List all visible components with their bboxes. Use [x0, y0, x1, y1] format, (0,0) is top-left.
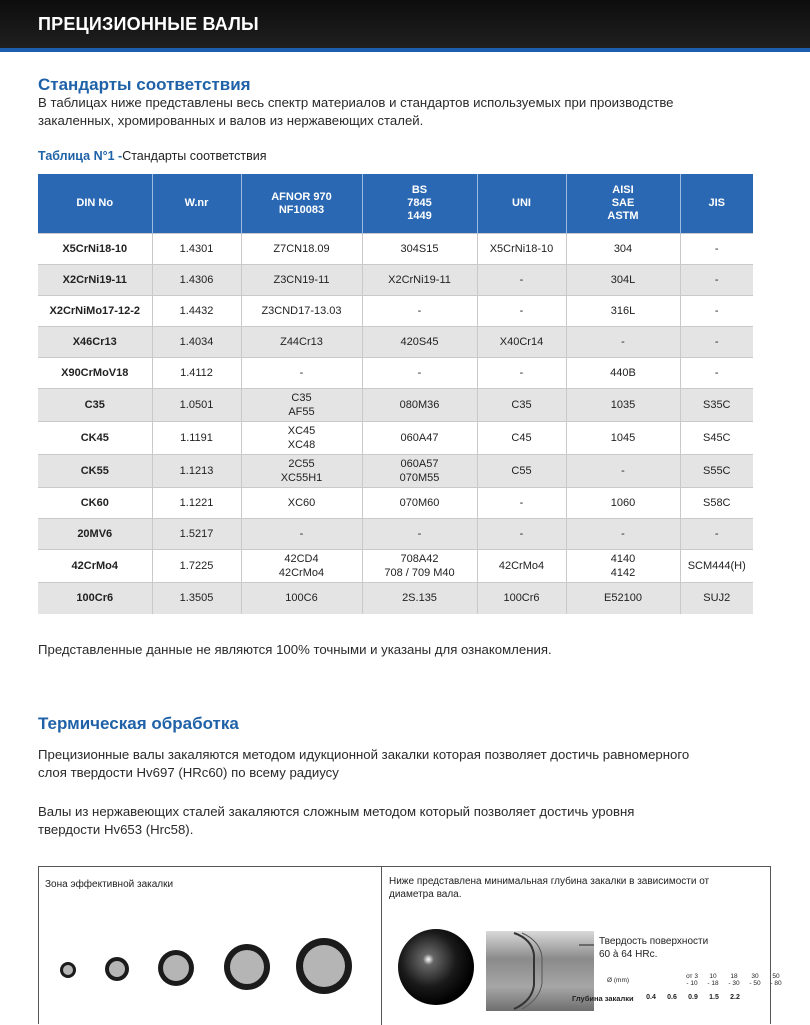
table-cell: 304: [566, 234, 680, 265]
page-title: ПРЕЦИЗИОННЫЕ ВАЛЫ: [38, 14, 259, 34]
diameter-range: 10 - 18: [707, 973, 719, 987]
table-cell: 1.1213: [152, 455, 241, 488]
table-caption: [38, 149, 267, 163]
hardening-ring-2: [105, 957, 129, 981]
table-cell: X2CrNi19-11: [38, 265, 152, 296]
table-cell: 1.4034: [152, 327, 241, 358]
depth-value: 0.6: [667, 994, 677, 1001]
table-cell: -: [566, 519, 680, 550]
table-row: [38, 583, 753, 614]
heat-paragraph2-line2: твердости Hv653 (Hrc58).: [38, 822, 194, 837]
table-cell: 42CrMo4: [38, 550, 152, 583]
heat-paragraph1-line2: слоя твердости Hv697 (HRc60) по всему радиусу: [38, 765, 339, 780]
table-cell: -: [362, 296, 477, 327]
depth-value: 1.5: [709, 994, 719, 1001]
diameter-label: Ø (mm): [607, 977, 630, 984]
table-cell: 060A47: [362, 422, 477, 455]
table-cell: SCM444(H): [680, 550, 753, 583]
table-cell: Z44Cr13: [241, 327, 362, 358]
hardening-ring-5: [296, 938, 352, 994]
depth-value: 0.9: [688, 994, 698, 1001]
table-cell: 1060: [566, 488, 680, 519]
table-cell: C45: [477, 422, 566, 455]
table-cell: C35 AF55: [241, 389, 362, 422]
table-cell: 304S15: [362, 234, 477, 265]
table-cell: 080M36: [362, 389, 477, 422]
table-row: [38, 455, 753, 488]
standards-heading: Стандарты соответствия: [38, 75, 251, 94]
table-cell: 2C55 XC55H1: [241, 455, 362, 488]
table-cell: -: [477, 296, 566, 327]
table-cell: 42CrMo4: [477, 550, 566, 583]
table-cell: E52100: [566, 583, 680, 614]
diameter-range: 18 - 30: [728, 973, 740, 987]
table-cell: 1.5217: [152, 519, 241, 550]
standards-intro-line1: В таблицах ниже представлены весь спектр материалов и стандартов используемых при производстве: [38, 95, 674, 110]
table-cell: 440B: [566, 358, 680, 389]
column-header-1: W.nr: [152, 174, 241, 234]
table-cell: C55: [477, 455, 566, 488]
heat-paragraph2-line1: Валы из нержавеющих сталей закаляются сложным методом который позволяет достичь уровня: [38, 804, 635, 819]
table-row: [38, 265, 753, 296]
table-cell: -: [362, 358, 477, 389]
page-header: [0, 0, 810, 52]
surface-hardness-label: [599, 935, 708, 961]
hardening-diagram: [38, 866, 782, 1024]
table-cell: 2S.135: [362, 583, 477, 614]
table-cell: -: [362, 519, 477, 550]
hardening-ring-4: [224, 944, 270, 990]
table-cell: 4140 4142: [566, 550, 680, 583]
table-cell: 1.4112: [152, 358, 241, 389]
table-cell: 1.1191: [152, 422, 241, 455]
table-cell: 100C6: [241, 583, 362, 614]
table-cell: -: [477, 358, 566, 389]
table-cell: -: [680, 234, 753, 265]
table-caption-number: Таблица N°1 -: [38, 149, 123, 163]
table-row: [38, 234, 753, 265]
table-cell: C35: [38, 389, 152, 422]
table-row: [38, 358, 753, 389]
table-cell: Z3CND17-13.03: [241, 296, 362, 327]
table-row: [38, 422, 753, 455]
table-body: [38, 234, 753, 614]
table-cell: Z7CN18.09: [241, 234, 362, 265]
table-cell: -: [680, 265, 753, 296]
table-cell: X46Cr13: [38, 327, 152, 358]
table-cell: -: [680, 519, 753, 550]
table-cell: X5CrNi18-10: [38, 234, 152, 265]
column-header-3: BS 7845 1449: [362, 174, 477, 234]
table-cell: X2CrNi19-11: [362, 265, 477, 296]
table-cell: XC60: [241, 488, 362, 519]
standards-intro-line2: закаленных, хромированных и валов из нержавеющих сталей.: [38, 113, 424, 128]
table-cell: 1.4306: [152, 265, 241, 296]
table-cell: S55C: [680, 455, 753, 488]
table-cell: S45C: [680, 422, 753, 455]
table-cell: 20MV6: [38, 519, 152, 550]
column-header-0: DIN No: [38, 174, 152, 234]
table-row: [38, 327, 753, 358]
diameter-range: от 3 - 10: [686, 973, 698, 987]
table-row: [38, 389, 753, 422]
table-cell: X2CrNiMo17-12-2: [38, 296, 152, 327]
table-cell: 1.1221: [152, 488, 241, 519]
table-cell: CK55: [38, 455, 152, 488]
table-cell: 420S45: [362, 327, 477, 358]
table-header-row: [38, 174, 753, 234]
table-cell: 304L: [566, 265, 680, 296]
table-cell: 1.3505: [152, 583, 241, 614]
depth-label: Глубина закалки: [572, 994, 634, 1003]
table-cell: 708A42 708 / 709 M40: [362, 550, 477, 583]
diameter-range: 30 - 50: [749, 973, 761, 987]
depth-note-line1: Ниже представлена минимальная глубина закалки в зависимости от: [389, 876, 710, 887]
table-cell: -: [477, 265, 566, 296]
table-cell: X90CrMoV18: [38, 358, 152, 389]
diameter-range: 50 - 80: [770, 973, 782, 987]
table-cell: 1.4301: [152, 234, 241, 265]
table-cell: -: [566, 327, 680, 358]
table-cell: CK60: [38, 488, 152, 519]
table-row: [38, 488, 753, 519]
table-cell: 42CD4 42CrMo4: [241, 550, 362, 583]
table-note: Представленные данные не являются 100% точными и указаны для ознакомления.: [38, 642, 552, 657]
table-row: [38, 550, 753, 583]
table-cell: -: [241, 358, 362, 389]
table-cell: -: [477, 488, 566, 519]
table-cell: XC45 XC48: [241, 422, 362, 455]
column-header-4: UNI: [477, 174, 566, 234]
table-cell: 1035: [566, 389, 680, 422]
table-cell: 060A57 070M55: [362, 455, 477, 488]
depth-note: [389, 875, 749, 901]
table-cell: SUJ2: [680, 583, 753, 614]
surface-hardness-line2: 60 à 64 HRc.: [599, 949, 658, 960]
table-cell: X40Cr14: [477, 327, 566, 358]
table-row: [38, 296, 753, 327]
table-cell: -: [477, 519, 566, 550]
depth-value: 0.4: [646, 994, 656, 1001]
table-cell: 1.7225: [152, 550, 241, 583]
depth-note-line2: диаметра вала.: [389, 889, 462, 900]
diagram-divider: [381, 867, 382, 1025]
table-cell: X5CrNi18-10: [477, 234, 566, 265]
table-cell: -: [680, 327, 753, 358]
table-cell: -: [241, 519, 362, 550]
heat-paragraph1-line1: Прецизионные валы закаляются методом идукционной закалки которая позволяет достичь равномерного: [38, 747, 690, 762]
table-cell: C35: [477, 389, 566, 422]
table-cell: 100Cr6: [477, 583, 566, 614]
table-cell: CK45: [38, 422, 152, 455]
column-header-6: JIS: [680, 174, 753, 234]
column-header-5: AISI SAE ASTM: [566, 174, 680, 234]
table-cell: 1045: [566, 422, 680, 455]
table-cell: 100Cr6: [38, 583, 152, 614]
table-cell: -: [680, 296, 753, 327]
table-caption-text: Стандарты соответствия: [122, 149, 267, 163]
column-header-2: AFNOR 970 NF10083: [241, 174, 362, 234]
table-cell: 316L: [566, 296, 680, 327]
table-row: [38, 519, 753, 550]
table-cell: -: [566, 455, 680, 488]
table-cell: Z3CN19-11: [241, 265, 362, 296]
table-cell: S35C: [680, 389, 753, 422]
effective-zone-label: Зона эффективной закалки: [45, 879, 174, 890]
table-cell: 070M60: [362, 488, 477, 519]
heat-treatment-heading: Термическая обработка: [38, 714, 239, 733]
table-cell: -: [680, 358, 753, 389]
depth-value: 2.2: [730, 994, 740, 1001]
shaft-cross-section: [398, 929, 474, 1005]
hardening-ring-1: [60, 962, 76, 978]
table-cell: 1.0501: [152, 389, 241, 422]
standards-table: [38, 174, 753, 614]
hardening-ring-3: [158, 950, 194, 986]
shaft-illustration: [394, 915, 594, 1025]
table-cell: S58C: [680, 488, 753, 519]
table-cell: 1.4432: [152, 296, 241, 327]
surface-hardness-line1: Твердость поверхности: [599, 936, 709, 947]
